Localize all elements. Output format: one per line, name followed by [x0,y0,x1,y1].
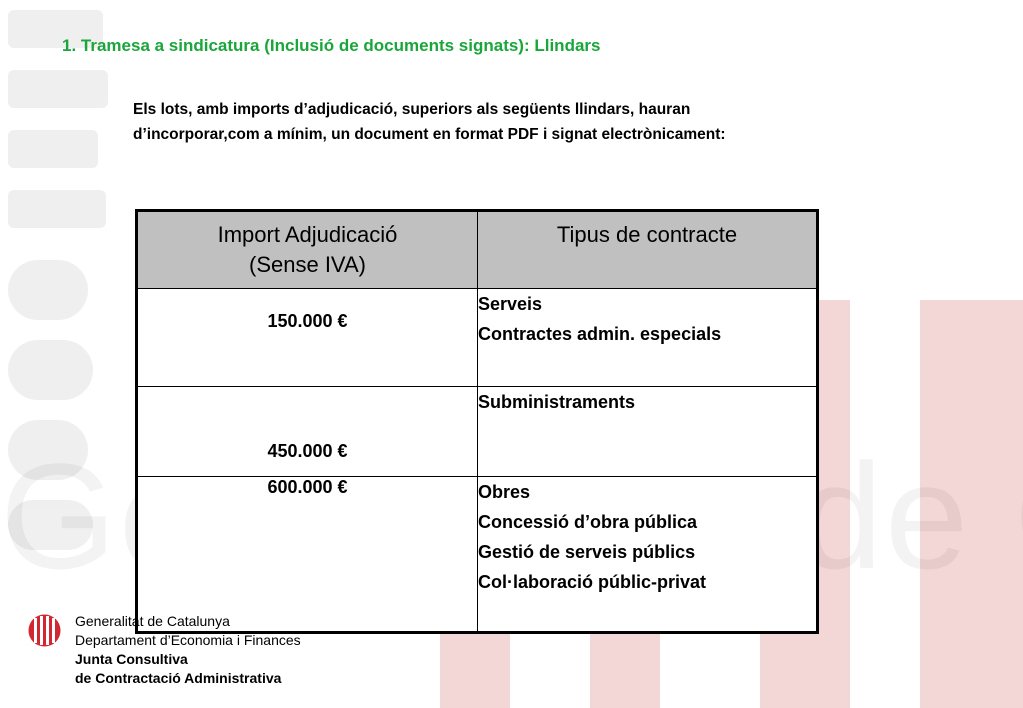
page-title: 1. Tramesa a sindicatura (Inclusió de documents signats): Llindars [62,36,601,55]
footer-line-1: Generalitat de Catalunya [75,613,230,629]
footer-line-4: de Contractació Administrativa [75,670,282,686]
amount-cell: 450.000 € [137,387,478,477]
table-row [137,289,818,387]
thresholds-table [135,209,819,634]
intro-paragraph [133,97,853,147]
footer-line-2: Departament d’Economia i Finances [75,632,301,648]
contract-type: Col·laboració públic-privat [478,572,707,592]
intro-line-2: d’incorporar,com a mínim, un document en format PDF i signat electrònicament: [133,126,726,143]
intro-line-1: Els lots, amb imports d’adjudicació, superiors als següents llindars, hauran [133,101,691,118]
amount-cell: 150.000 € [137,289,478,387]
types-cell [478,477,818,633]
contract-type: Concessió d’obra pública [478,512,698,532]
table-row [137,477,818,633]
header-import-line-2: (Sense IVA) [249,252,366,277]
header-import-line-1: Import Adjudicació [217,222,398,247]
generalitat-logo-icon [28,614,61,647]
types-cell [478,289,818,387]
contract-type: Subministraments [478,392,636,412]
types-cell [478,387,818,477]
contract-type: Gestió de serveis públics [478,542,696,562]
header-import [137,211,478,289]
table-header-row [137,211,818,289]
footer-text [75,612,395,688]
contract-type: Contractes admin. especials [478,324,722,344]
header-contract-type: Tipus de contracte [478,211,818,289]
contract-type: Serveis [478,294,543,314]
amount-cell: 600.000 € [137,477,478,633]
contract-type: Obres [478,482,531,502]
footer-line-3: Junta Consultiva [75,651,188,667]
table-row [137,387,818,477]
